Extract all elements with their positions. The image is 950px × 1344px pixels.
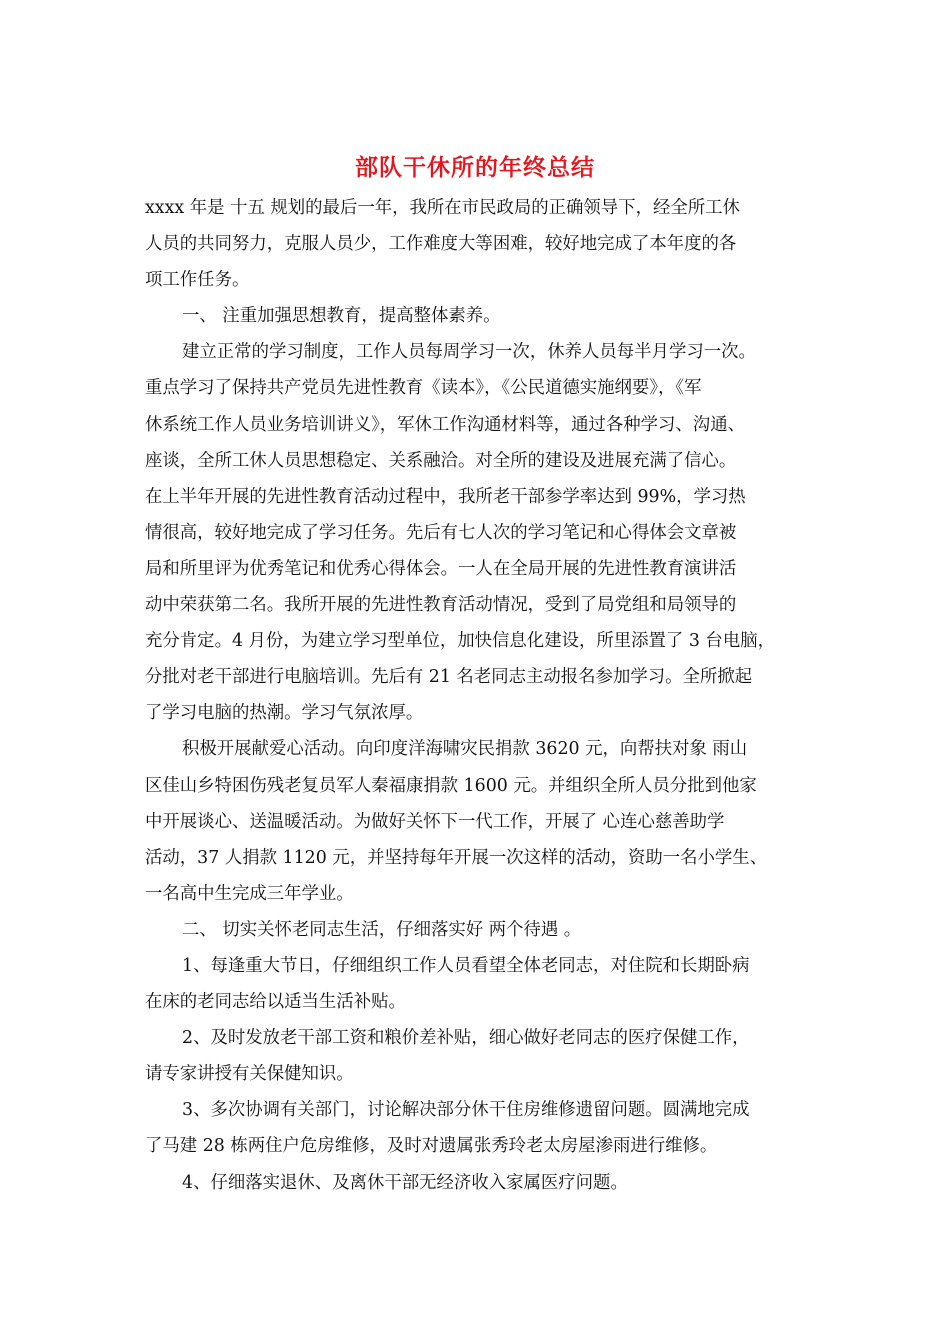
text-line: 4、仔细落实退休、及离休干部无经济收入家属医疗问题。	[182, 1172, 628, 1193]
text-line: 在床的老同志给以适当生活补贴。	[145, 992, 406, 1013]
text-line: 1、每逢重大节日，仔细组织工作人员看望全体老同志，对住院和长期卧病	[182, 955, 750, 976]
text-line: 充分肯定。4 月份，为建立学习型单位，加快信息化建设，所里添置了 3 台电脑，	[145, 631, 775, 652]
text-line: xxxx 年是 十五 规划的最后一年，我所在市民政局的正确领导下，经全所工休	[145, 198, 740, 218]
text-line: 人员的共同努力，克服人员少，工作难度大等困难，较好地完成了本年度的各	[145, 234, 737, 255]
text-line: 重点学习了保持共产党员先进性教育《读本》，《公民道德实施纲要》，《军	[145, 378, 702, 399]
text-line: 二、 切实关怀老同志生活，仔细落实好 两个待遇 。	[182, 919, 582, 940]
text-line: 了马建 28 栋两住户危房维修，及时对遗属张秀玲老太房屋渗雨进行维修。	[145, 1136, 718, 1157]
text-line: 项工作任务。	[145, 270, 250, 291]
text-line: 休系统工作人员业务培训讲义》，军休工作沟通材料等，通过各种学习、沟通、	[145, 414, 745, 435]
text-line: 一、 注重加强思想教育，提高整体素养。	[182, 306, 501, 327]
text-line: 中开展谈心、送温暖活动。为做好关怀下一代工作，开展了 心连心慈善助学	[145, 811, 725, 832]
text-line: 3、多次协调有关部门，讨论解决部分休干住房维修遗留问题。圆满地完成	[182, 1100, 750, 1121]
text-line: 分批对老干部进行电脑培训。先后有 21 名老同志主动报名参加学习。全所掀起	[145, 667, 753, 688]
page-title: 部队干休所的年终总结	[355, 155, 595, 181]
text-line: 活动，37 人捐款 1120 元，并坚持每年开展一次这样的活动，资助一名小学生、	[145, 847, 768, 868]
text-line: 一名高中生完成三年学业。	[145, 883, 354, 904]
text-line: 动中荣获第二名。我所开展的先进性教育活动情况，受到了局党组和局领导的	[145, 595, 737, 616]
document-body	[145, 190, 825, 1201]
text-line: 座谈，全所工休人员思想稳定、关系融洽。对全所的建设及进展充满了信心。	[145, 450, 737, 471]
text-line: 区佳山乡特困伤残老复员军人秦福康捐款 1600 元。并组织全所人员分批到他家	[145, 775, 757, 796]
text-line: 2、及时发放老干部工资和粮价差补贴，细心做好老同志的医疗保健工作，	[182, 1028, 750, 1049]
text-line: 积极开展献爱心活动。向印度洋海啸灾民捐款 3620 元，向帮扶对象 雨山	[182, 739, 748, 760]
text-line: 情很高，较好地完成了学习任务。先后有七人次的学习笔记和心得体会文章被	[145, 522, 737, 543]
text-line: 局和所里评为优秀笔记和优秀心得体会。一人在全局开展的先进性教育演讲活	[145, 558, 737, 579]
text-line: 了学习电脑的热潮。学习气氛浓厚。	[145, 703, 424, 724]
text-line: 在上半年开展的先进性教育活动过程中，我所老干部参学率达到 99%，学习热	[145, 486, 746, 507]
text-line: 请专家讲授有关保健知识。	[145, 1064, 354, 1085]
text-line: 建立正常的学习制度，工作人员每周学习一次，休养人员每半月学习一次。	[182, 342, 756, 363]
